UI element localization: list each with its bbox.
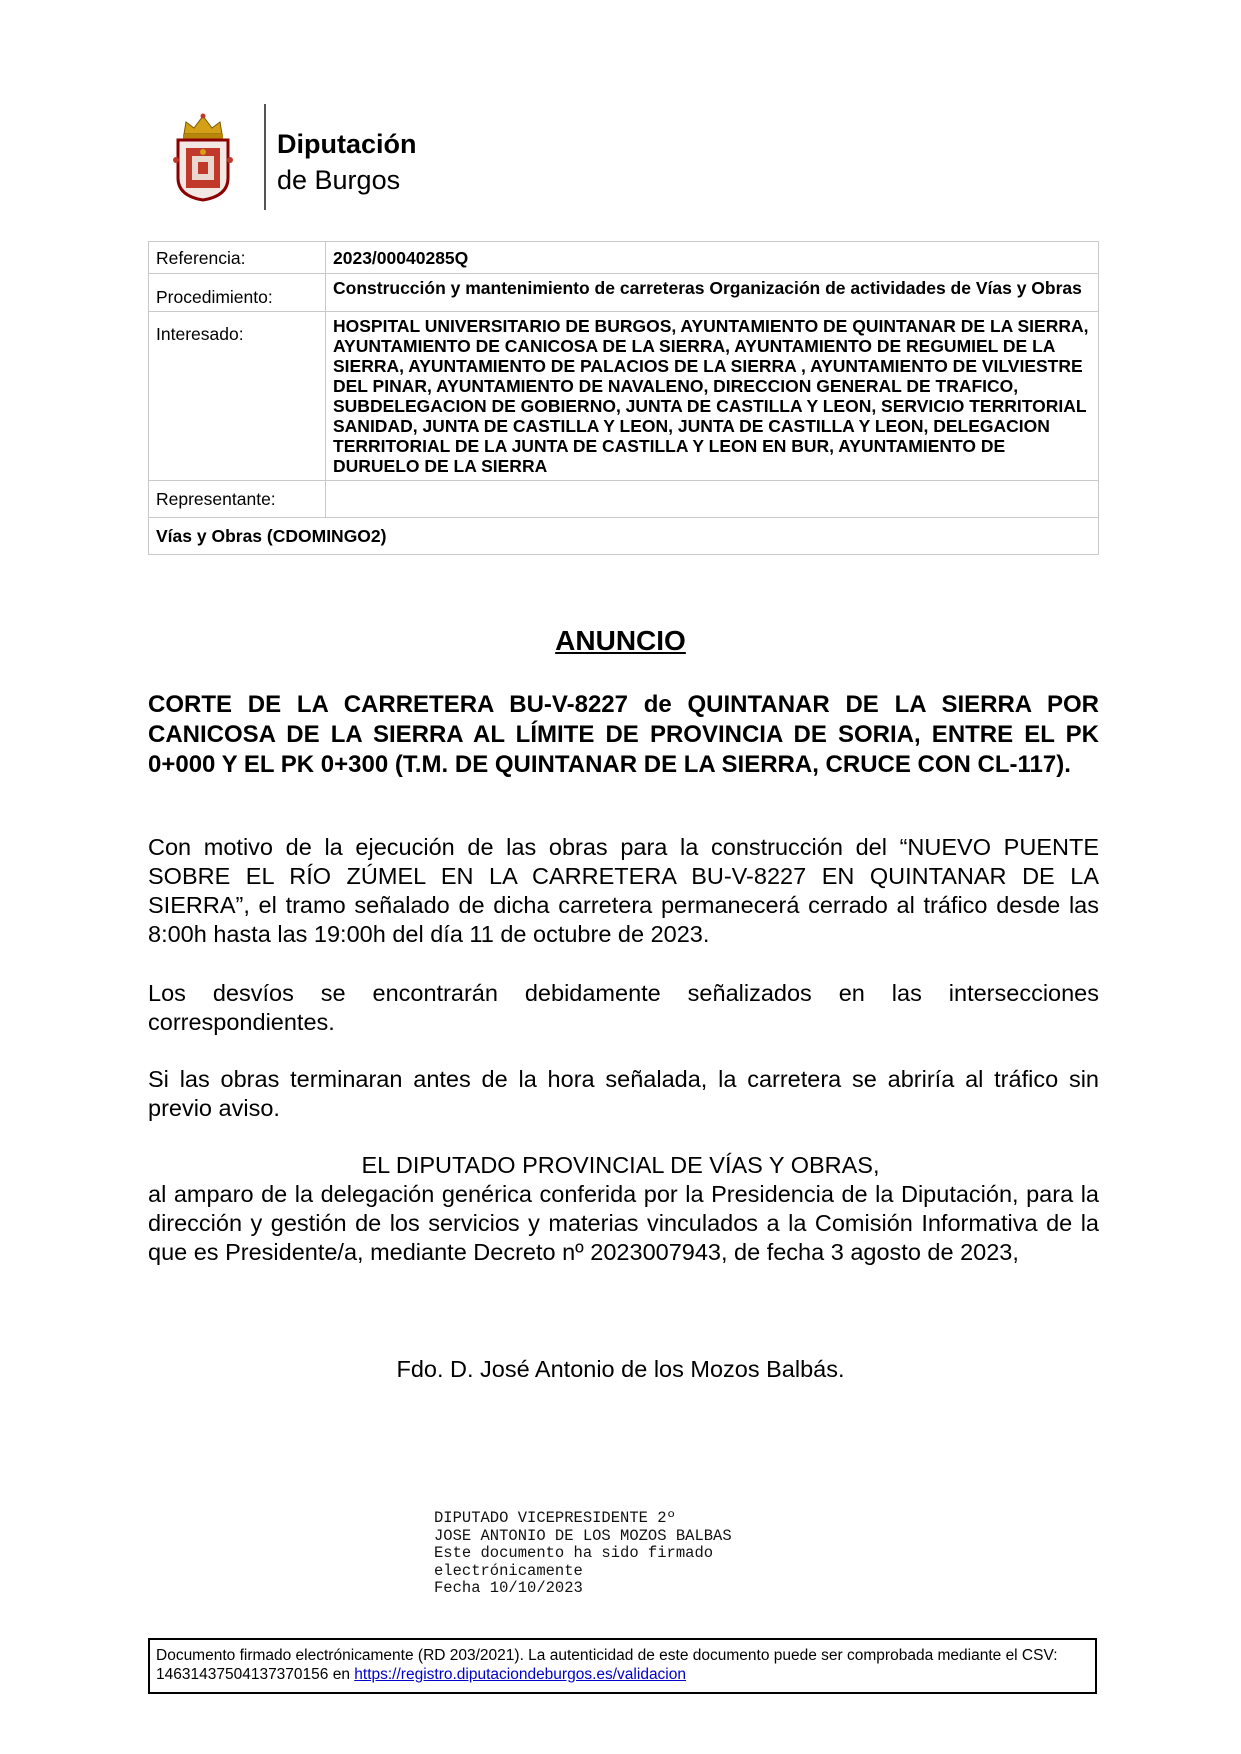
validation-link[interactable]: https://registro.diputaciondeburgos.es/validacion [354, 1666, 686, 1683]
procedimiento-label: Procedimiento: [149, 274, 326, 312]
signature-name: Fdo. D. José Antonio de los Mozos Balbás. [396, 1356, 845, 1382]
stamp-line: Fecha 10/10/2023 [434, 1579, 583, 1597]
paragraph-delegation: al amparo de la delegación genérica conferida por la Presidencia de la Diputación, para la dirección y gestión de los servicios y materias vinculados a la Comisión Informativa de la que es Presidente/a, mediante Decreto nº 2023007943, de fecha 3 agosto de 2023, [148, 1181, 1099, 1265]
document-title: ANUNCIO [555, 625, 686, 656]
row-procedimiento [149, 274, 1099, 312]
stamp-line: DIPUTADO VICEPRESIDENTE 2º [434, 1509, 676, 1527]
coat-of-arms-logo [172, 112, 234, 202]
validation-footer [148, 1638, 1097, 1694]
header-divider [264, 104, 266, 210]
stamp-line: electrónicamente [434, 1561, 583, 1580]
signer-title: EL DIPUTADO PROVINCIAL DE VÍAS Y OBRAS, [361, 1152, 880, 1178]
referencia-label: Referencia: [149, 242, 326, 274]
organization-subtitle: de Burgos [277, 165, 401, 195]
interesado-label: Interesado: [149, 312, 326, 481]
stamp-line: JOSE ANTONIO DE LOS MOZOS BALBAS [434, 1526, 732, 1545]
representante-value [326, 481, 1099, 518]
row-representante [149, 481, 1099, 518]
interesado-value: HOSPITAL UNIVERSITARIO DE BURGOS, AYUNTAMIENTO DE QUINTANAR DE LA SIERRA, AYUNTAMIENTO DE CANICOSA DE LA SIERRA, AYUNTAMIENTO DE REGUMIEL DE LA SIERRA, AYUNTAMIENTO DE PALACIOS DE LA SIERRA , AYUNTAMIENTO DE VILVIESTRE DEL PINAR, AYUNTAMIENTO DE NAVALENO, DIRECCION GENERAL DE TRAFICO, SUBDELEGACION DE GOBIERNO, JUNTA DE CASTILLA Y LEON, SERVICIO TERRITORIAL SANIDAD, JUNTA DE CASTILLA Y LEON, JUNTA DE CASTILLA Y LEON, DELEGACION TERRITORIAL DE LA JUNTA DE CASTILLA Y LEON EN BUR, AYUNTAMIENTO DE DURUELO DE LA SIERRA [326, 312, 1099, 481]
referencia-value: 2023/00040285Q [326, 242, 1099, 274]
footer-text: Documento firmado electrónicamente (RD 203/2021). La autenticidad de este documento puede ser comprobada mediante el CSV: 14631437504137370156 en [156, 1647, 1058, 1683]
document-info-table [148, 241, 1099, 555]
row-interesado [149, 312, 1099, 481]
unit-value: Vías y Obras (CDOMINGO2) [149, 518, 1099, 555]
row-referencia [149, 242, 1099, 274]
stamp-line: Este documento ha sido firmado [434, 1544, 714, 1562]
electronic-signature-stamp [434, 1510, 732, 1598]
organization-name: Diputación [277, 129, 417, 159]
row-unit [149, 518, 1099, 555]
paragraph-early-opening: Si las obras terminaran antes de la hora señalada, la carretera se abriría al tráfico sin previo aviso. [148, 1066, 1099, 1121]
announcement-subject: CORTE DE LA CARRETERA BU-V-8227 de QUINTANAR DE LA SIERRA POR CANICOSA DE LA SIERRA AL LÍMITE DE PROVINCIA DE SORIA, ENTRE EL PK 0+000 Y EL PK 0+300 (T.M. DE QUINTANAR DE LA SIERRA, CRUCE CON CL-117). [148, 691, 1099, 778]
paragraph-works-motive: Con motivo de la ejecución de las obras para la construcción del “NUEVO PUENTE SOBRE EL RÍO ZÚMEL EN LA CARRETERA BU-V-8227 EN QUINTANAR DE LA SIERRA”, el tramo señalado de dicha carretera permanecerá cerrado al tráfico desde las 8:00h hasta las 19:00h del día 11 de octubre de 2023. [148, 834, 1099, 947]
paragraph-detours: Los desvíos se encontrarán debidamente señalizados en las intersecciones correspondientes. [148, 980, 1099, 1035]
procedimiento-value: Construcción y mantenimiento de carreteras Organización de actividades de Vías y Obras [326, 274, 1099, 312]
representante-label: Representante: [149, 481, 326, 518]
